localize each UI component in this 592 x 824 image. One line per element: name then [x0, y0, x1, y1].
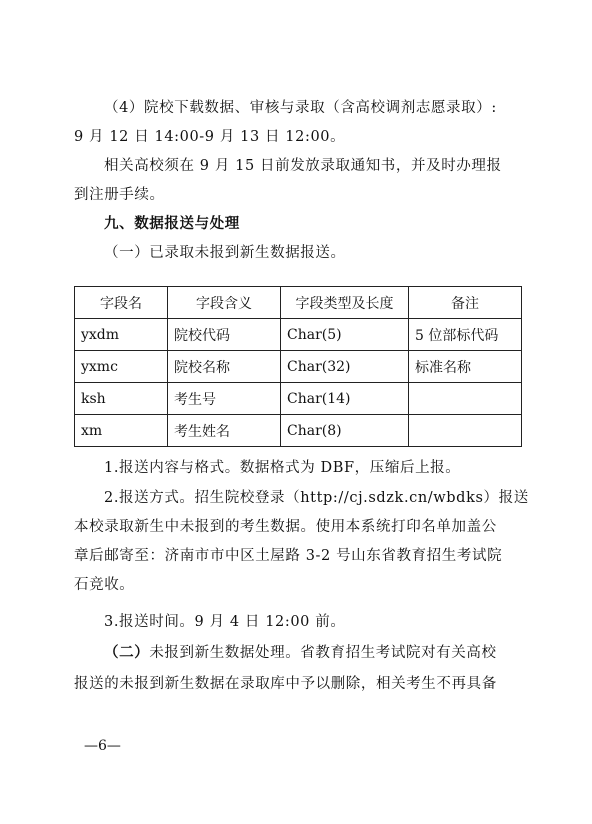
- table-cell: Char(5): [281, 319, 409, 351]
- section-label: （二）: [104, 644, 150, 661]
- table-cell: [409, 383, 522, 415]
- table-header-cell: 字段含义: [168, 287, 281, 319]
- section-heading: 九、数据报送与处理: [104, 215, 240, 232]
- field-table: [74, 286, 522, 447]
- table-cell: 5 位部标代码: [409, 319, 522, 351]
- paragraph-line: 相关高校须在 9 月 15 日前发放录取通知书，并及时办理报: [104, 158, 502, 174]
- subsection-heading: （一）已录取未报到新生数据报送。: [104, 245, 346, 261]
- table-cell: 考生号: [168, 383, 281, 415]
- table-cell: 院校代码: [168, 319, 281, 351]
- paragraph-line: [104, 486, 529, 507]
- paragraph-line: 章后邮寄至：济南市市中区土屋路 3-2 号山东省教育招生考试院: [74, 548, 503, 564]
- paragraph-line: 1.报送内容与格式。数据格式为 DBF，压缩后上报。: [104, 460, 461, 476]
- table-cell: Char(8): [281, 415, 409, 447]
- table-row: [75, 351, 522, 383]
- paragraph-text: 未报到新生数据处理。省教育招生考试院对有关高校: [149, 645, 497, 661]
- table-header-cell: 字段类型及长度: [281, 287, 409, 319]
- table-row: [75, 383, 522, 415]
- paragraph-text: 2.报送方式。招生院校登录（http://cj.sdzk.cn/wbdks）报送: [104, 490, 529, 506]
- paragraph-line: 3.报送时间。9 月 4 日 12:00 前。: [104, 614, 346, 630]
- table-row: [75, 415, 522, 447]
- table-cell: 考生姓名: [168, 415, 281, 447]
- table-cell: ksh: [75, 383, 168, 415]
- table-header-cell: 字段名: [75, 287, 168, 319]
- table-header-row: [75, 287, 522, 319]
- paragraph-line: 石竞收。: [74, 577, 135, 593]
- table-cell: Char(14): [281, 383, 409, 415]
- table-cell: 标准名称: [409, 351, 522, 383]
- table-cell: yxdm: [75, 319, 168, 351]
- table-cell: Char(32): [281, 351, 409, 383]
- paragraph-line: 报送的未报到新生数据在录取库中予以删除，相关考生不再具备: [74, 676, 497, 692]
- paragraph-line: 本校录取新生中未报到的考生数据。使用本系统打印名单加盖公: [74, 519, 497, 535]
- paragraph-line: 9 月 12 日 14:00-9 月 13 日 12:00。: [74, 129, 346, 145]
- paragraph-line: （4）院校下载数据、审核与录取（含高校调剂志愿录取）:: [104, 100, 497, 116]
- table-header-cell: 备注: [409, 287, 522, 319]
- table-cell: [409, 415, 522, 447]
- paragraph-line: [104, 641, 497, 662]
- page-number: —6—: [84, 738, 121, 754]
- table-cell: yxmc: [75, 351, 168, 383]
- table-cell: xm: [75, 415, 168, 447]
- table-row: [75, 319, 522, 351]
- table-cell: 院校名称: [168, 351, 281, 383]
- paragraph-line: 到注册手续。: [74, 187, 165, 203]
